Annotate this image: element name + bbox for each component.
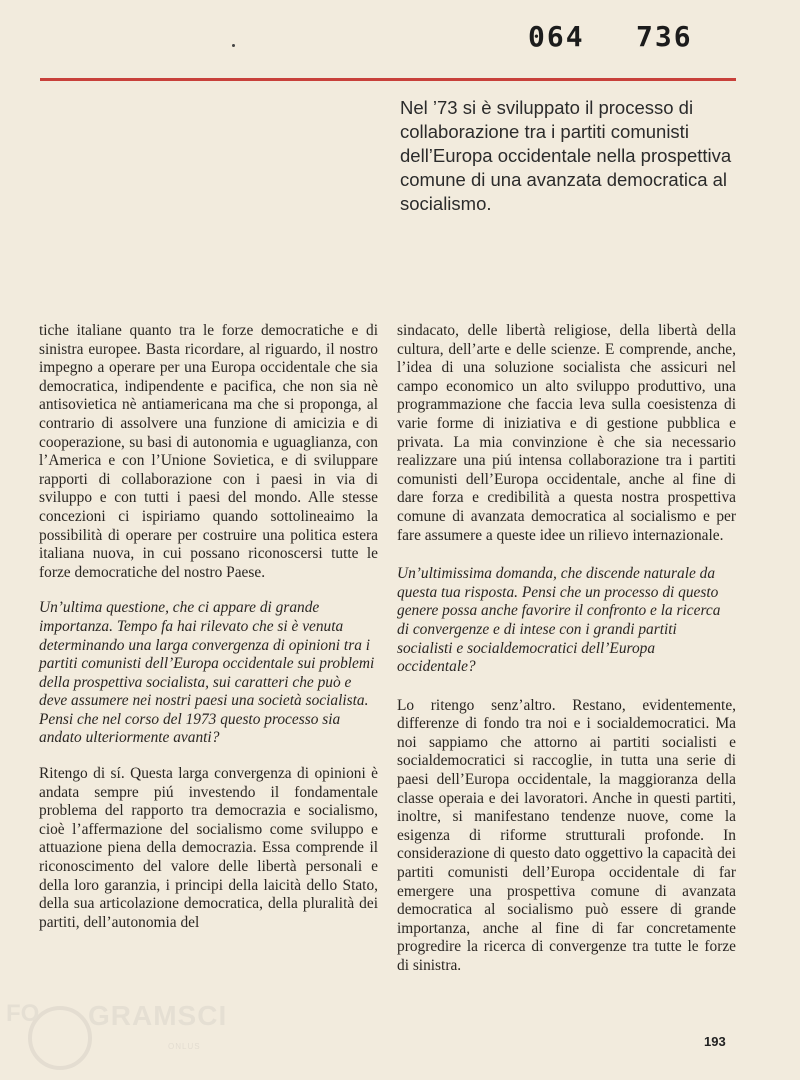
left-question: Un’ultima questione, che ci appare di grande importanza. Tempo fa hai rilevato che si è venuta determinando una larga convergenza di opinioni tra i partiti comunisti dell’Europa occidentale sui problemi della prospettiva socialista, sui caratteri che può e deve assumere nei nostri paesi una società socialista. Pensi che nel corso del 1973 questo processo sia andato ulteriormente avanti? (39, 599, 375, 747)
left-paragraph-1: tiche italiane quanto tra le forze democratiche e di sinistra europee. Basta ricordare, al riguardo, il nostro impegno a operare per una Europa occidentale che sia democratica, indipendente e pacifica, che non sia nè antisovietica nè antiamericana ma che si proponga, al contrario di assolvere una funzione di amicizia e di cooperazione, su basi di autonomia e uguaglianza, con l’America e con l’Unione Sovietica, e di sviluppare rapporti di collaborazione con i paesi in via di sviluppo e con tutti i paesi del mondo. Alle stesse concezioni ci ispiriamo quando sottolineaimo la possibilità di operare per costruire una politica estera italiana nuova, in cui possano riconoscersi tutte le forze democratiche del nostro Paese. (39, 322, 378, 581)
left-paragraph-2: Ritengo di sí. Questa larga convergenza di opinioni è andata sempre piú investendo il fondamentale problema del rapporto tra democrazia e socialismo, cioè l’affermazione del socialismo come sviluppo e attuazione piena della democrazia. Essa comprende il riconoscimento del valore delle libertà personali e della loro garanzia, i principi della laicità dello Stato, della sua articolazione democratica, della pluralità dei partiti, dell’autonomia del (39, 765, 378, 931)
document-number-part1: 064 (528, 20, 585, 53)
watermark-tag: ONLUS (168, 1042, 201, 1051)
right-paragraph-2: Lo ritengo senz’altro. Restano, evidentemente, differenze di fondo tra noi e i socialdemocratici. Ma noi sappiamo che attorno ai partiti socialisti e socialdemocratici si raccoglie, in tutta una serie di paesi dell’Europa occidentale, la maggioranza della classe operaia e dei lavoratori. Anche in questi partiti, inoltre, si manifestano tendenze nuove, come la esigenza di riforme strutturali profonde. In considerazione di questo dato oggettivo la capacità dei partiti comunisti dell’Europa occidentale di far emergere una prospettiva comune di avanzata democratica al socialismo può essere di grande importanza, anche al fine di far concretamente progredire la ricerca di convergenze tra tutte le forze di sinistra. (397, 696, 736, 974)
gramsci-watermark (0, 988, 228, 1080)
left-column (39, 322, 378, 932)
document-number (528, 20, 768, 54)
page-headline: Nel ’73 si è sviluppato il processo di collaborazione tra i partiti comunisti dell’Europa occidentale nella prospettiva comune di una avanzata democratica al socialismo. (400, 97, 732, 214)
red-rule-divider (40, 78, 736, 81)
right-question: Un’ultimissima domanda, che discende naturale da questa tua risposta. Pensi che un processo di questo genere possa anche favorire il confronto e la ricerca di convergenze e di intese con i grandi partiti socialisti e socialdemocratici dell’Europa occidentale? (397, 565, 721, 676)
speck-mark (232, 44, 235, 47)
watermark-text-left: FO (6, 1000, 40, 1027)
document-number-part2: 736 (636, 20, 693, 53)
right-column (397, 322, 736, 976)
right-paragraph-1: sindacato, delle libertà religiose, della libertà della cultura, dell’arte e delle scienze. E comprende, anche, l’idea di una soluzione socialista che assicuri nel campo economico un alto sviluppo produttivo, una programmazione che faccia leva sulla coesistenza di varie forme di iniziativa e di gestione pubblica e privata. La mia convinzione è che sia necessario realizzare una piú intensa collaborazione tra i partiti comunisti dell’Europa occidentale, anche al fine di dare forza e credibilità a questa nostra prospettiva comune di avanzata democratica al socialismo e per fare assumere a queste idee un rilievo internazionale. (397, 322, 736, 544)
page-number: 193 (704, 1034, 726, 1049)
watermark-brand: GRAMSCI (88, 1000, 228, 1031)
